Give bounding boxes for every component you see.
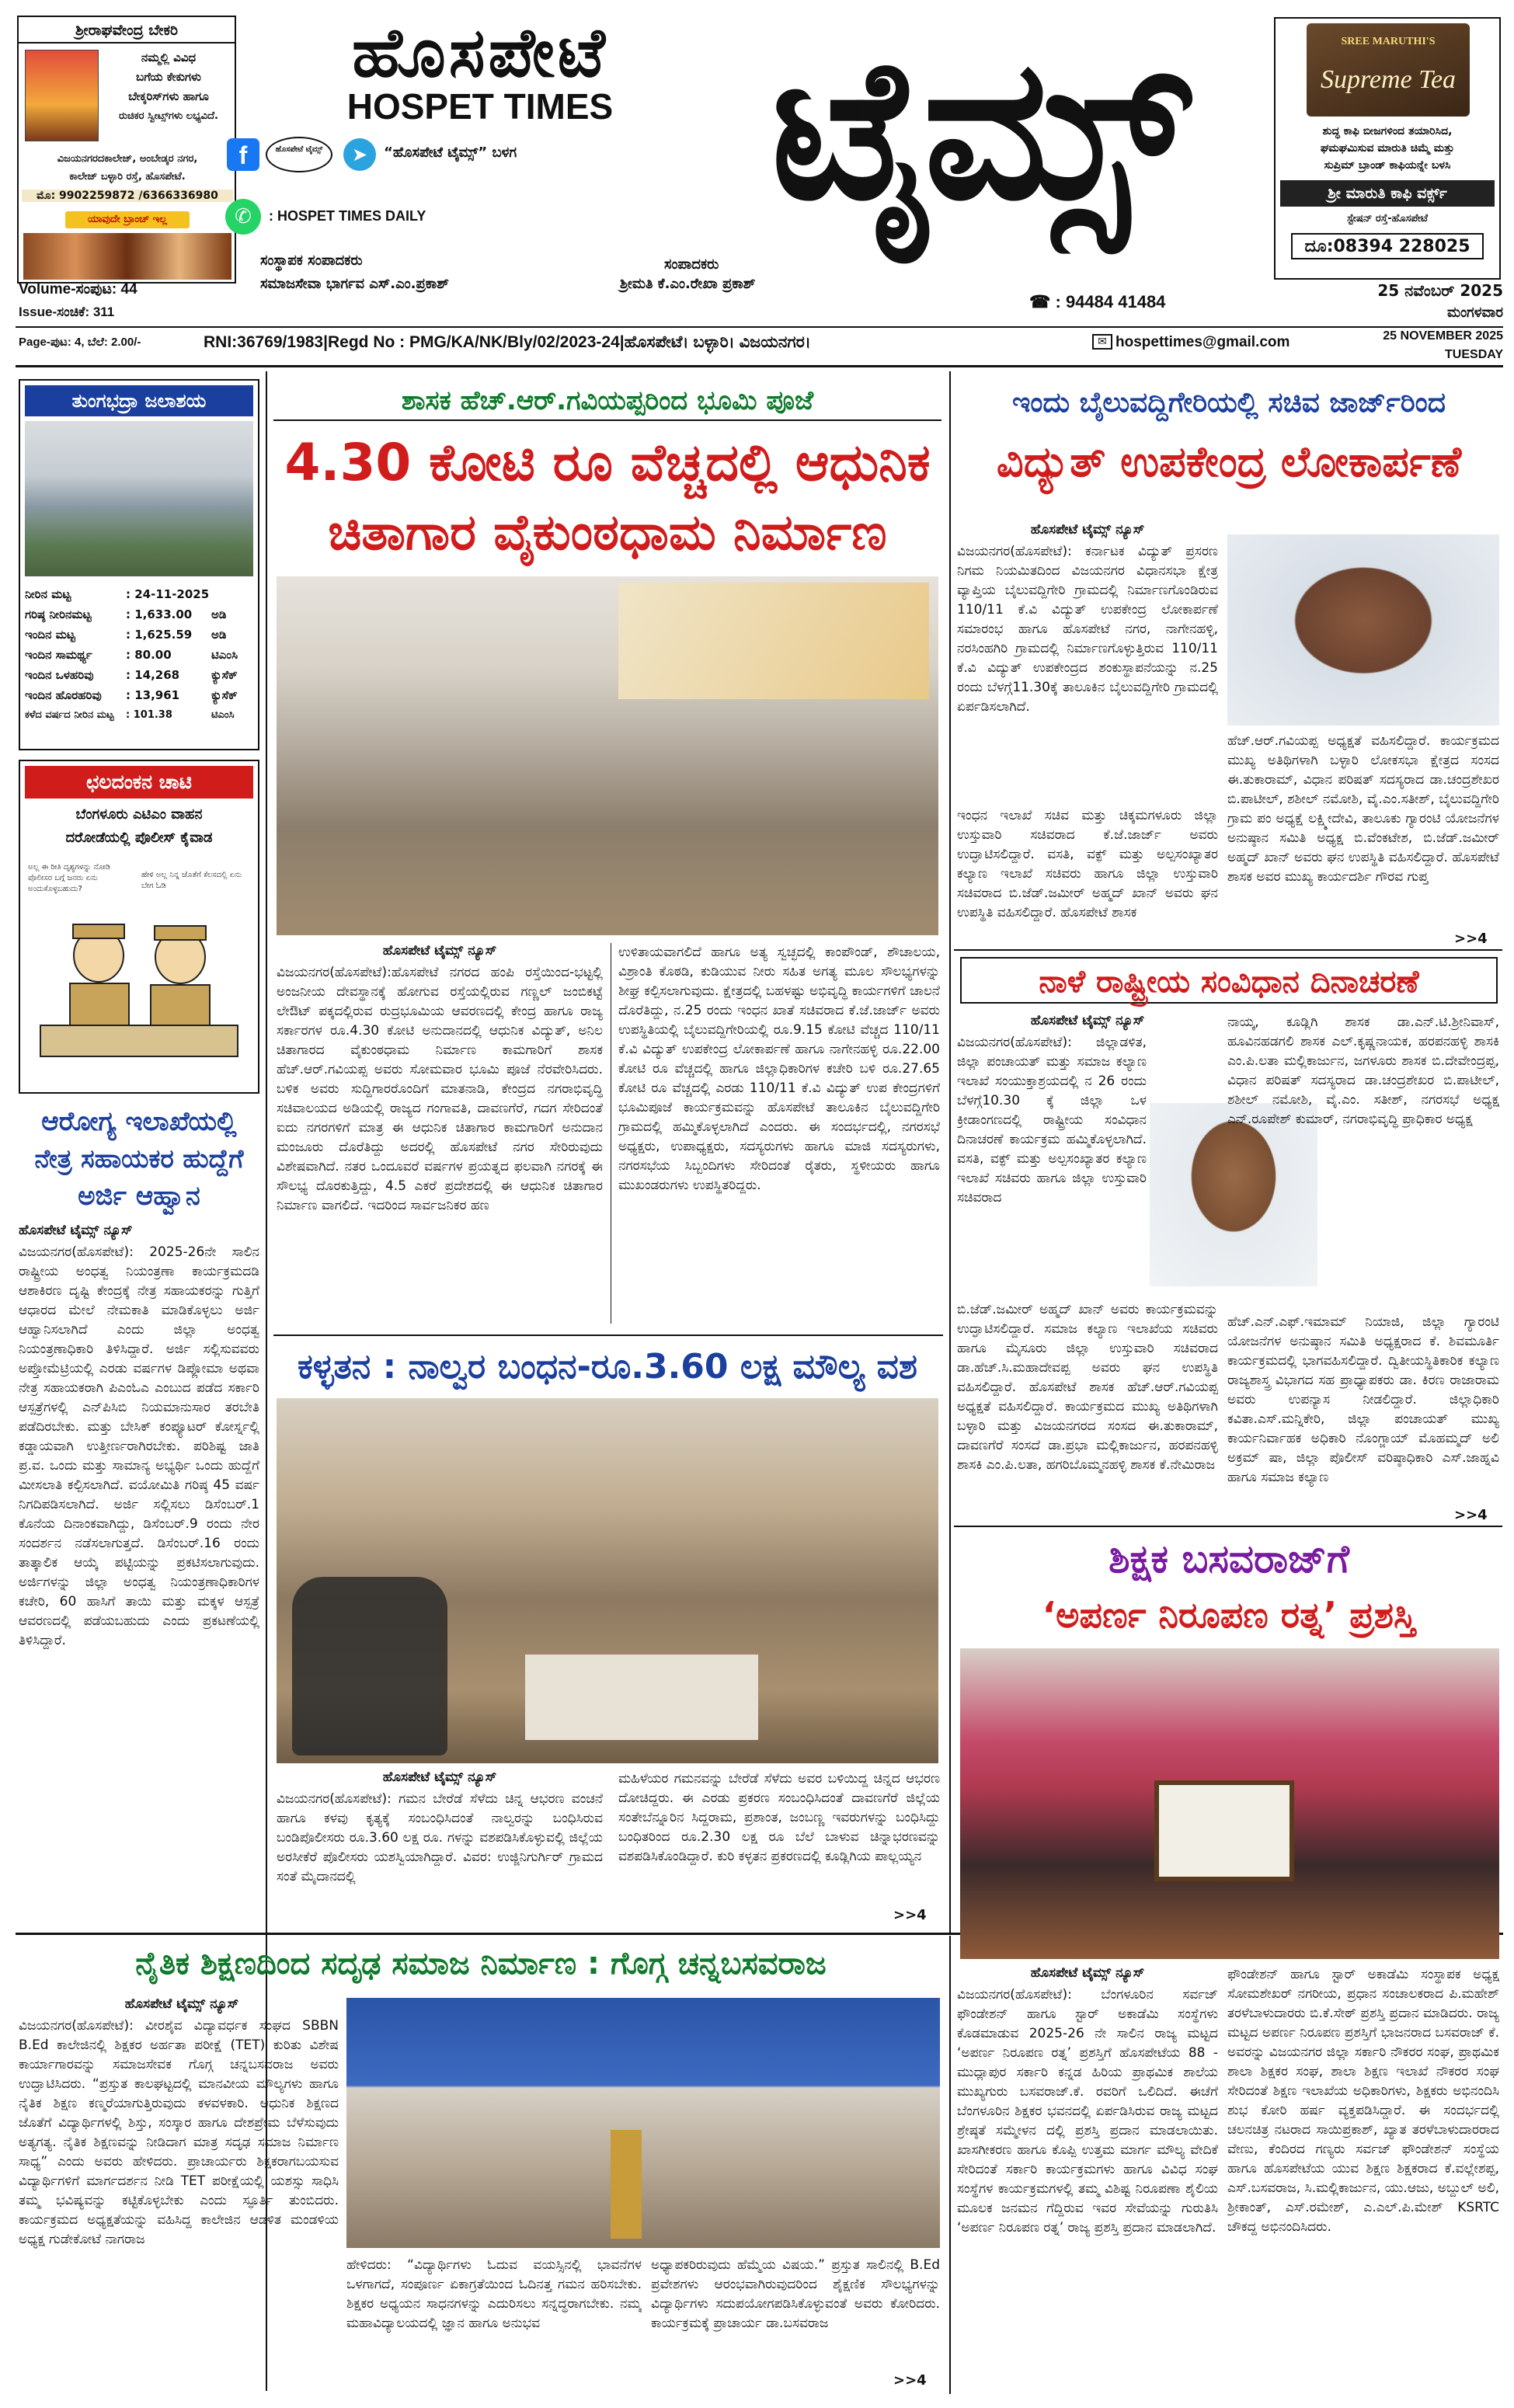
theft-headline: ಕಳ್ಳತನ : ನಾಲ್ವರ ಬಂಧನ-ರೂ.3.60 ಲಕ್ಷ ಮೌಲ್ಯ ವಶ	[298, 1347, 917, 1387]
bakery-footer: ಯಾವುದೇ ಬ್ರಾಂಚ್ ಇಲ್ಲ	[65, 211, 190, 228]
evidence-table	[525, 1655, 758, 1740]
cartoon-box	[19, 760, 259, 1094]
masthead	[0, 0, 1514, 373]
dam-row: ನೀರಿನ ಮಟ್ಟ : 24-11-2025	[25, 587, 210, 601]
email[interactable]: hospettimes@gmail.com	[1115, 334, 1290, 350]
whatsapp-icon[interactable]: ✆	[225, 199, 261, 235]
power-headline-2: ವಿದ್ಯುತ್ ಉಪಕೇಂದ್ರ ಲೋಕಾರ್ಪಣೆ	[996, 437, 1462, 486]
masthead-rule	[16, 326, 1503, 328]
ethics-body-col1: ವಿಜಯನಗರ(ಹೊಸಪೇಟೆ): ವೀರಶೈವ ವಿದ್ಯಾವರ್ಧಕ ಸಂಘದ SBBN B.Ed ಕಾಲೇಜಿನಲ್ಲಿ ಶಿಕ್ಷಕರ ಅರ್ಹತಾ ಪರೀಕ್ಷೆ (TET) ಕುರಿತು ವಿಶೇಷ ಕಾರ್ಯಾಗಾರವನ್ನು ಸಮಾಜಸೇವಕ ಗೊಗ್ಗ ಚನ್ನಬಸವರಾಜ ಅವರು ಉದ್ಘಾಟಿಸಿದರು. “ಪ್ರಸ್ತುತ ಕಾಲಘಟ್ಟದಲ್ಲಿ ಮಾನವೀಯ ಮೌಲ್ಯಗಳು ಹಾಗೂ ನೈತಿಕ ಶಿಕ್ಷಣ ಕಣ್ಮರೆಯಾಗುತ್ತಿರುವುದು ಕಳವಳಕಾರಿ. ಆಧುನಿಕ ಶಿಕ್ಷಣದ ಜೊತೆಗೆ ವಿದ್ಯಾರ್ಥಿಗಳಲ್ಲಿ ಶಿಸ್ತು, ಸಂಸ್ಕಾರ ಹಾಗೂ ದೇಶಪ್ರೇಮ ಬೆಳೆಸುವುದು ಅತ್ಯಗತ್ಯ. ನೈತಿಕ ಶಿಕ್ಷಣವನ್ನು ನೀಡಿದಾಗ ಮಾತ್ರ ಸದೃಢ ಸಮಾಜ ನಿರ್ಮಾಣ ಸಾಧ್ಯ” ಎಂದು ಅವರು ಹೇಳಿದರು. ಪ್ರಾಚಾರ್ಯರು ಶಿಕ್ಷಕರಾಗಬಯಸುವ ವಿದ್ಯಾರ್ಥಿಗಳಿಗೆ ಮಾರ್ಗದರ್ಶನ ನೀಡಿ TET ಪರೀಕ್ಷೆಯಲ್ಲಿ ಯಶಸ್ಸು ಸಾಧಿಸಿ ತಮ್ಮ ಭವಿಷ್ಯವನ್ನು ಕಟ್ಟಿಕೊಳ್ಳಬೇಕು ಎಂದು ಸ್ಫೂರ್ತಿ ತುಂಬಿದರು. ಕಾರ್ಯಕ್ರಮದ ಅಧ್ಯಕ್ಷತೆಯನ್ನು ವಹಿಸಿದ್ದ ಕಾಲೇಜಿನ ಆಡಳಿತ ಮಂಡಳಿಯ ಅಧ್ಯಕ್ಷ ಗುಡೇಕೋಟೆ ನಾಗರಾಜ	[19, 2018, 339, 2247]
teacher-headline-1: ಶಿಕ್ಷಕ ಬಸವರಾಜ್‌ಗೆ	[1109, 1536, 1349, 1582]
ethics-byline: ಹೊಸಪೇಟೆ ಟೈಮ್ಸ್ ನ್ಯೂಸ್	[124, 1996, 239, 2012]
power-body-b: ಇಂಧನ ಇಲಾಖೆ ಸಚಿವ ಮತ್ತು ಚಿಕ್ಕಮಗಳೂರು ಜಿಲ್ಲಾ ಉಸ್ತುವಾರಿ ಸಚಿವರಾದ ಕೆ.ಜೆ.ಜಾರ್ಜ್ ಅವರು ಉದ್ಘಾಟಿಸಲಿದ್ದಾರೆ. ವಸತಿ, ವಕ್ಫ್ ಮತ್ತು ಅಲ್ಪಸಂಖ್ಯಾತರ ಕಲ್ಯಾಣ ಇಲಾಖೆ ಸಚಿವರು ಹಾಗೂ ಜಿಲ್ಲಾ ಉಸ್ತುವಾರಿ ಸಚಿವರಾದ ಬಿ.ಜೆಡ್.ಜಮೀರ್ ಅಹ್ಮದ್ ಖಾನ್ ಅವರು ಘನ ಉಪಸ್ಥಿತಿ ವಹಿಸಲಿದ್ದಾರೆ. ಹೊಸಪೇಟೆ ಶಾಸಕ	[957, 808, 1218, 920]
bakery-address-2: ಕಾಲೇಜ್ ಬಳ್ಳಾರಿ ರಸ್ತೆ, ಹೊಸಪೇಟೆ.	[69, 171, 186, 183]
deity-image	[25, 50, 99, 141]
teacher-headline-2: ‘ಅಪರ್ಣ ನಿರೂಪಣ ರತ್ನ’ ಪ್ರಶಸ್ತಿ	[1042, 1594, 1416, 1636]
cartoon-headline-2: ದರೋಡೆಯಲ್ಲಿ ಪೊಲೀಸ್ ಕೈವಾಡ	[65, 830, 213, 846]
award-frame	[1154, 1780, 1294, 1881]
whatsapp-label: : HOSPET TIMES DAILY	[269, 208, 426, 224]
health-title-1: ಆರೋಗ್ಯ ಇಲಾಖೆಯಲ್ಲಿ	[41, 1106, 237, 1137]
health-article	[19, 1103, 259, 1926]
column-divider-right	[949, 371, 951, 1933]
dam-row: ಇಂದಿನ ಸಾಮರ್ಥ್ಯ : 80.00 ಟಿಎಂಸಿ	[25, 648, 238, 662]
editor-name: ಶ್ರೀಮತಿ ಕೆ.ಎಂ.ರೇಖಾ ಪ್ರಕಾಶ್	[620, 276, 756, 292]
lead-photo-banner	[618, 583, 929, 699]
dam-row: ಇಂದಿನ ಹೊರಹರಿವು : 13,961 ಕ್ಯುಸೆಕ್	[25, 688, 238, 702]
cartoon-bubble-right: ಹೇಳಿ ಅಲ್ಲ ನಿನ್ನ ಜೊತೆಗೆ ಕೆಲಸದಲ್ಲಿ ಏನು ಬೇಗ ಓಡಿ	[141, 871, 242, 890]
cartoon-figures	[25, 909, 253, 1087]
volume: Volume-ಸಂಪುಟ: 44	[19, 281, 137, 298]
power-body-a: ವಿಜಯನಗರ(ಹೊಸಪೇಟೆ): ಕರ್ನಾಟಕ ವಿದ್ಯುತ್ ಪ್ರಸರಣ ನಿಗಮ ನಿಯಮಿತದಿಂದ ವಿಜಯನಗರ ವಿಧಾನಸಭಾ ಕ್ಷೇತ್ರ ವ್ಯಾಪ್ತಿಯ ಬೈಲುವದ್ದಿಗೇರಿ ಗ್ರಾಮದಲ್ಲಿ ನಿರ್ಮಾಣಗೊಂಡಿರುವ 110/11 ಕೆ.ವಿ ವಿದ್ಯುತ್ ಉಪಕೇಂದ್ರ ಲೋಕಾರ್ಪಣೆ ಸಮಾರಂಭ ಹಾಗೂ ಹೊಸಪೇಟೆ ನಗರ, ನಾಗೇನಹಳ್ಳಿ, ನರಸಿಂಹಗಿರಿ ಗ್ರಾಮದಲ್ಲಿ ನಿರ್ಮಾಣಗೊಳ್ಳುತ್ತಿರುವ 110/11 ಕೆ.ವಿ ವಿದ್ಯುತ್ ಉಪಕೇಂದ್ರದ ಶಂಕುಸ್ಥಾಪನೆಯನ್ನು ನ.25 ರಂದು ಬೆಳಗ್ಗೆ11.30ಕ್ಕೆ ತಾಲೂಕಿನ ಬೈಲುವದ್ದಿಗೇರಿ ಗ್ರಾಮದಲ್ಲಿ ಏರ್ಪಡಿಸಲಾಗಿದೆ.	[957, 544, 1218, 715]
ethics-body-col3: ಅಧ್ಯಾಪಕರಿರುವುದು ಹೆಮ್ಮೆಯ ವಿಷಯ.” ಪ್ರಸ್ತುತ ಸಾಲಿನಲ್ಲಿ B.Ed ಪ್ರವೇಶಗಳು ಆರಂಭವಾಗಿರುವುದರಿಂದ ಶೈಕ್ಷಣಿಕ ಸೌಲಭ್ಯಗಳನ್ನು ವಿದ್ಯಾರ್ಥಿಗಳು ಸದುಪಯೋಗಪಡಿಸಿಕೊಳ್ಳುವಂತೆ ಅವರು ಕೋರಿದರು. ಕಾರ್ಯಕ್ರಮಕ್ಕೆ ಪ್ರಾಚಾರ್ಯ ಡಾ.ಬಸವರಾಜ	[651, 2257, 940, 2331]
constitution-headline: ನಾಳೆ ರಾಷ್ಟ್ರೀಯ ಸಂವಿಧಾನ ದಿನಾಚರಣೆ	[960, 957, 1498, 1004]
motorbike	[292, 1577, 447, 1756]
lead-headline-2: ಚಿತಾಗಾರ ವೈಕುಂಠಧಾಮ ನಿರ್ಮಾಣ	[328, 504, 887, 562]
masthead-title-kannada: ಹೊಸಪೇಟೆ	[352, 12, 608, 92]
masthead-bottom-rule	[16, 365, 1503, 367]
bakery-address-1: ವಿಜಯನಗರದಕಾಲೇಜ್, ಅಂಬೇಡ್ಕರ ನಗರ,	[57, 153, 198, 165]
facebook-group-label: “ಹೊಸಪೇಟೆ ಟೈಮ್ಸ್” ಬಳಗ	[384, 144, 517, 161]
tea-lines	[1280, 123, 1495, 174]
day-english: TUESDAY	[1445, 348, 1503, 361]
editor-role: ಸಂಪಾದಕರು	[664, 256, 719, 273]
health-byline: ಹೊಸಪೇಟೆ ಟೈಮ್ಸ್ ನ್ಯೂಸ್	[19, 1223, 133, 1238]
lead-headline-1: 4.30 ಕೋಟಿ ರೂ ವೆಚ್ಚದಲ್ಲಿ ಆಧುನಿಕ	[284, 433, 931, 492]
telegram-icon[interactable]: ➤	[343, 138, 376, 171]
health-title-3: ಅರ್ಜಿ ಆಹ್ವಾನ	[78, 1181, 200, 1212]
lead-kicker: ಶಾಸಕ ಹೆಚ್.ಆರ್.ಗವಿಯಪ್ಪರಿಂದ ಭೂಮಿ ಪೂಜೆ	[273, 381, 941, 421]
constitution-body-b: ಬಿ.ಜೆಡ್.ಜಮೀರ್ ಅಹ್ಮದ್ ಖಾನ್ ಅವರು ಕಾರ್ಯಕ್ರಮವನ್ನು ಉದ್ಘಾಟಿಸಲಿದ್ದಾರೆ. ಸಮಾಜ ಕಲ್ಯಾಣ ಇಲಾಖೆಯ ಸಚಿವರು ಹಾಗೂ ಮೈಸೂರು ಜಿಲ್ಲಾ ಉಸ್ತುವಾರಿ ಸಚಿವರಾದ ಡಾ.ಹೆಚ್.ಸಿ.ಮಹಾದೇವಪ್ಪ ಅವರು ಘನ ಉಪಸ್ಥಿತಿ ವಹಿಸಲಿದ್ದಾರೆ. ಹೊಸಪೇಟೆ ಶಾಸಕ ಹೆಚ್.ಆರ್.ಗವಿಯಪ್ಪ ಅಧ್ಯಕ್ಷತೆ ವಹಿಸಲಿದ್ದಾರೆ. ಕಾರ್ಯಕ್ರಮದ ಮುಖ್ಯ ಅತಿಥಿಗಳಾಗಿ ಬಳ್ಳಾರಿ ಮತ್ತು ವಿಜಯನಗರದ ಸಂಸದ ಈ.ತುಕಾರಾಮ್, ದಾವಣಗೆರೆ ಸಂಸದೆ ಡಾ.ಪ್ರಭಾ ಮಲ್ಲಿಕಾರ್ಜುನ, ಹರಪನಹಳ್ಳಿ ಶಾಸಕಿ ಎಂ.ಪಿ.ಲತಾ, ಹಗರಿಬೊಮ್ಮನಹಳ್ಳಿ ಶಾಸಕ ಕೆ.ನೇಮಿರಾಜ	[957, 1302, 1218, 1473]
day-kannada: ಮಂಗಳವಾರ	[1446, 304, 1503, 321]
dam-table	[25, 584, 255, 726]
cartoon-headline-1: ಬೆಂಗಳೂರು ಎಟಿಎಂ ವಾಹನ	[75, 806, 203, 823]
cartoon-title: ಛಲದಂಕನ ಚಾಟಿ	[25, 766, 253, 799]
minister-photo	[1227, 534, 1499, 726]
teacher-body-col1: ವಿಜಯನಗರ(ಹೊಸಪೇಟೆ): ಬೆಂಗಳೂರಿನ ಸರ್ವಜ್ ಫೌಂಡೇಶನ್ ಹಾಗೂ ಸ್ಟಾರ್ ಅಕಾಡೆಮಿ ಸಂಸ್ಥೆಗಳು ಕೊಡಮಾಡುವ 2025-26 ನೇ ಸಾಲಿನ ರಾಜ್ಯ ಮಟ್ಟದ ‘ಅಪರ್ಣ ನಿರೂಪಣ ರತ್ನ’ ಪ್ರಶಸ್ತಿಗೆ ಹೊಸಪೇಟೆಯ 88 - ಮುದ್ಲಾಪುರ ಸರ್ಕಾರಿ ಕನ್ನಡ ಹಿರಿಯ ಪ್ರಾಥಮಿಕ ಶಾಲೆಯ ಮುಖ್ಯಗುರು ಬಸವರಾಜ್.ಕೆ. ರವರಿಗೆ ಒಲಿದಿದೆ. ಈಚೆಗೆ ಬೆಂಗಳೂರಿನ ಶಿಕ್ಷಕರ ಭವನದಲ್ಲಿ ಏರ್ಪಡಿಸಿರುವ ರಾಜ್ಯ ಮಟ್ಟದ ಶ್ರೇಷ್ಠತೆ ಸಮ್ಮೇಳನ ದಲ್ಲಿ ಪ್ರಶಸ್ತಿ ಪ್ರದಾನ ಮಾಡಲಾಯಿತು. ಖಾಸಗೀಕರಣ ಹಾಗೂ ಕೊಪ್ಪಿ ಉತ್ತಮ ಮಾರ್ಗ ಮೌಲ್ಯ ವೇದಿಕೆ ಸೇರಿದಂತೆ ಸರ್ಕಾರಿ ಕಾರ್ಯಕ್ರಮಗಳು ಹಾಗೂ ವಿವಿಧ ಸಂಘ ಸಂಸ್ಥೆಗಳ ಕಾರ್ಯಕ್ರಮಗಳಲ್ಲಿ ತಮ್ಮ ವಿಶಿಷ್ಟ ನಿರೂಪಣಾ ಶೈಲಿಯ ಮೂಲಕ ಜನಮನ ಗೆದ್ದಿರುವ ಇವರ ಸೇವೆಯನ್ನು ಗುರುತಿಸಿ ‘ಅಪರ್ಣ ನಿರೂಪಣ ರತ್ನ’ ರಾಜ್ಯ ಪ್ರಶಸ್ತಿ ಪ್ರದಾನ ಮಾಡಲಾಗಿದೆ.	[957, 1987, 1218, 2236]
tea-line: ಶುದ್ಧ ಕಾಫಿ ಬೀಜಗಳಿಂದ ತಯಾರಿಸಿದ,	[1322, 125, 1453, 137]
tea-phone: ದೂ:08394 228025	[1291, 233, 1484, 259]
mail-icon: ✉	[1092, 334, 1112, 350]
bakery-line: ಬೇಕ್ಕರಿಸ್‌ಗಳು ಹಾಗೂ	[128, 89, 209, 103]
bakery-ad-lines	[104, 48, 233, 149]
power-bottom-rule	[954, 949, 1502, 951]
constitution-byline: ಹೊಸಪೇಟೆ ಟೈಮ್ಸ್ ನ್ಯೂಸ್	[1030, 1013, 1145, 1028]
bakery-ad-title: ಶ್ರೀರಾಘವೇಂದ್ರ ಬೇಕರಿ	[19, 17, 235, 43]
dam-title: ತುಂಗಭದ್ರಾ ಜಲಾಶಯ	[25, 385, 253, 416]
bakery-line: ಬಗೆಯ ಕೇಕುಗಳು	[136, 70, 201, 84]
masthead-title-english: HOSPET TIMES	[346, 86, 614, 127]
page-price: Page-ಪುಟ: 4, ಬೆಲೆ: 2.00/-	[19, 336, 141, 349]
dam-row: ಗರಿಷ್ಠ ನೀರಿನಮಟ್ಟ : 1,633.00 ಅಡಿ	[25, 607, 227, 621]
facebook-icon[interactable]: f	[227, 138, 259, 171]
constitution-body-a: ವಿಜಯನಗರ(ಹೊಸಪೇಟೆ): ಜಿಲ್ಲಾಡಳಿತ, ಜಿಲ್ಲಾ ಪಂಚಾಯತ್ ಮತ್ತು ಸಮಾಜ ಕಲ್ಯಾಣ ಇಲಾಖೆ ಸಂಯುಕ್ತಾಶ್ರಯದಲ್ಲಿ ನ 26 ರಂದು ಬೆಳಗ್ಗೆ10.30 ಕ್ಕೆ ಜಿಲ್ಲಾ ಒಳ ಕ್ರೀಡಾಂಗಣದಲ್ಲಿ ರಾಷ್ಟ್ರೀಯ ಸಂವಿಧಾನ ದಿನಾಚರಣೆ ಕಾರ್ಯಕ್ರಮ ಹಮ್ಮಿಕೊಳ್ಳಲಾಗಿದೆ. ವಸತಿ, ವಕ್ಫ್ ಮತ್ತು ಅಲ್ಪಸಂಖ್ಯಾತರ ಕಲ್ಯಾಣ ಇಲಾಖೆ ಸಚಿವರು ಹಾಗೂ ಜಿಲ್ಲಾ ಉಸ್ತುವಾರಿ ಸಚಿವರಾದ	[957, 1035, 1147, 1206]
constitution-body-d: ಹೆಚ್.ಎನ್.ಎಫ್.ಇಮಾಮ್ ನಿಯಾಜಿ, ಜಿಲ್ಲಾ ಗ್ಯಾರಂಟಿ ಯೋಜನೆಗಳ ಅನುಷ್ಠಾನ ಸಮಿತಿ ಅಧ್ಯಕ್ಷರಾದ ಕೆ. ಶಿವಮೂರ್ತಿ ಕಾರ್ಯಕ್ರಮದಲ್ಲಿ ಭಾಗವಹಿಸಲಿದ್ದಾರೆ. ದ್ವಿತೀಯಸ್ಥಿತಿಕಾರಿಕ ಕಲ್ಯಾಣ ರಾಜ್ಯಶಾಸ್ತ್ರ ವಿಭಾಗದ ಸಹ ಪ್ರಾಧ್ಯಾಪಕರು ಡಾ. ಕಿರಣ ರಾಜಾರಾಮ ಅವರು ಉಪನ್ಯಾಸ ನೀಡಲಿದ್ದಾರೆ. ಜಿಲ್ಲಾಧಿಕಾರಿ ಕವಿತಾ.ಎಸ್.ಮನ್ನಿಕೇರಿ, ಜಿಲ್ಲಾ ಪಂಚಾಯತ್ ಮುಖ್ಯ ಕಾರ್ಯನಿರ್ವಾಹಕ ಅಧಿಕಾರಿ ನೊಂಗ್ಜಾಯ್ ಮೊಹಮ್ಮದ್ ಅಲಿ ಅಕ್ರಮ್ ಷಾ, ಜಿಲ್ಲಾ ಪೊಲೀಸ್ ವರಿಷ್ಠಾಧಿಕಾರಿ ಎಸ್.ಜಾಹ್ನವಿ ಹಾಗೂ ಸಮಾಜ ಕಲ್ಯಾಣ	[1227, 1314, 1499, 1485]
lead-body-col2: ಉಳಿತಾಯವಾಗಲಿದೆ ಹಾಗೂ ಅತ್ಯ ಸ್ವಚ್ಛದಲ್ಲಿ ಕಾಂಪೌಂಡ್, ಶೌಚಾಲಯ, ವಿಶ್ರಾಂತಿ ಕೊಠಡಿ, ಕುಡಿಯುವ ನೀರು ಸಹಿತ ಅಗತ್ಯ ಮೂಲ ಸೌಲಭ್ಯಗಳನ್ನು ಶೀಘ್ರ ಕಲ್ಪಿಸಲಾಗುವುದು. ಕ್ಷೇತ್ರದಲ್ಲಿ ಬಹಳಷ್ಟು ಅಭಿವೃದ್ಧಿ ಕಾರ್ಯಗಳಿಗೆ ಚಾಲನೆ ದೊರೆತಿದ್ದು, ನ.25 ರಂದು ಇಂಧನ ಖಾತೆ ಸಚಿವರಾದ ಕೆ.ಜೆ.ಜಾರ್ಜ್ ಅವರು ಉಪಸ್ಥಿತಿಯಲ್ಲಿ ಬೈಲುವದ್ದಿಗೇರಿಯಲ್ಲಿ ರೂ.9.15 ಕೋಟಿ ವೆಚ್ಚದ 110/11 ಕೆ.ವಿ ವಿದ್ಯುತ್ ಉಪಕೇಂದ್ರ ಲೋಕಾರ್ಪಣೆ ಹಾಗೂ ನಾಗೇನಹಳ್ಳಿ ರೂ.22.00 ಕೋಟಿ ರೂ ವೆಚ್ಚದಲ್ಲಿ ಹಾಗೂ ಜಿಲ್ಲಾಧಿಕಾರಿಗಳ ಕಚೇರಿ ಬಳಿ ರೂ.27.65 ಕೋಟಿ ರೂ ವೆಚ್ಚದಲ್ಲಿ ಎರಡು 110/11 ಕೆ.ವಿ ವಿದ್ಯುತ್ ಉಪ ಕೇಂದ್ರಗಳಿಗೆ ಭೂಮಿಪೂಜೆ ಕಾರ್ಯಕ್ರಮವನ್ನು ಹೊಸಪೇಟೆ ತಾಲೂಕಿನ ಬೈಲುವದ್ದಿಗೇರಿ ಗ್ರಾಮದಲ್ಲಿ ಹಮ್ಮಿಕೊಳ್ಳಲಾಗಿದೆ ಎಂದರು. ಈ ಸಂದರ್ಭದಲ್ಲಿ, ನಗರಸಭೆ ಅಧ್ಯಕ್ಷರು, ಉಪಾಧ್ಯಕ್ಷರು, ಸದಸ್ಯರುಗಳು ಹಾಗೂ ಮಾಜಿ ಸದಸ್ಯರುಗಳು, ನಗರಸಭೆಯ ಸಿಬ್ಬಂದಿಗಳು ಸೇರಿದಂತೆ ರೈತರು, ಸ್ಥಳೀಯರು ಹಾಗೂ ಮುಖಂಡರುಗಳು ಉಪಸ್ಥಿತರಿದ್ದರು.	[618, 945, 940, 1193]
phone-number: ☎ : 94484 41484	[1029, 292, 1166, 311]
power-body-c: ಹೆಚ್.ಆರ್.ಗವಿಯಪ್ಪ ಅಧ್ಯಕ್ಷತೆ ವಹಿಸಲಿದ್ದಾರೆ. ಕಾರ್ಯಕ್ರಮದ ಮುಖ್ಯ ಅತಿಥಿಗಳಾಗಿ ಬಳ್ಳಾರಿ ಲೋಕಸಭಾ ಕ್ಷೇತ್ರದ ಸಂಸದ ಈ.ತುಕಾರಾಮ್, ವಿಧಾನ ಪರಿಷತ್ ಸದಸ್ಯರಾದ ಡಾ.ಚಂದ್ರಶೇಖರ ಬಿ.ಪಾಟೀಲ್, ಶಶೀಲ್ ನಮೋಶಿ, ವೈ.ಎಂ.ಸತೀಶ್, ಬೈಲುವದ್ದಿಗೇರಿ ಗ್ರಾಮ ಪಂ ಅಧ್ಯಕ್ಷೆ ಲಕ್ಷ್ಮೀದೇವಿ, ತಾಲೂಕು ಗ್ಯಾರಂಟಿ ಯೋಜನೆಗಳ ಅನುಷ್ಠಾನ ಸಮಿತಿ ಅಧ್ಯಕ್ಷ ಬಿ.ವೆಂಕಟೇಶ, ಬಿ.ಜೆಡ್.ಜಮೀರ್ ಅಹ್ಮದ್ ಖಾನ್ ಅವರು ಘನ ಉಪಸ್ಥಿತಿ ವಹಿಸಲಿದ್ದಾರೆ. ಹೊಸಪೇಟೆ ಶಾಸಕ ಅವರ ಮುಖ್ಯ ಕಾರ್ಯದರ್ಶಿ ಗೌರವ ಗುಪ್ತ	[1227, 733, 1499, 885]
tea-line: ಸುಪ್ರಿಮ್ ಬ್ರಾಂಡ್ ಕಾಫಿಯನ್ನೇ ಬಳಸಿ	[1324, 159, 1451, 172]
dam-row: ಕಳೆದ ವರ್ಷದ ನೀರಿನ ಮಟ್ಟ : 101.38 ಟಿಎಂಸಿ	[25, 709, 235, 721]
teacher-body-col2: ಫೌಂಡೇಶನ್ ಹಾಗೂ ಸ್ಟಾರ್ ಅಕಾಡೆಮಿ ಸಂಸ್ಥಾಪಕ ಅಧ್ಯಕ್ಷ ಸೋಮಶೇಖರ್ ನಗರೀಯ, ಪ್ರಧಾನ ಸಂಚಾಲಕರಾದ ಪಿ.ಮಹೇಶ್ ತರಳೆಬಾಳುದಾರರು ಬಿ.ಕೆ.ಸೇಠ್ ಪ್ರಶಸ್ತಿ ಪ್ರದಾನ ಮಾಡಿದರು. ರಾಜ್ಯ ಮಟ್ಟದ ಅಪರ್ಣ ನಿರೂಪಣ ಪ್ರಶಸ್ತಿಗೆ ಭಾಜನರಾದ ಬಸವರಾಜ್ ಕೆ. ಅವರನ್ನು ವಿಜಯನಗರ ಜಿಲ್ಲಾ ಸರ್ಕಾರಿ ನೌಕರರ ಸಂಘ, ಪ್ರಾಥಮಿಕ ಶಾಲಾ ಶಿಕ್ಷಕರ ಸಂಘ, ಶಾಲಾ ಶಿಕ್ಷಣ ಇಲಾಖೆ ನೌಕರರ ಸಂಘ ಸೇರಿದಂತೆ ಶಿಕ್ಷಣ ಇಲಾಖೆಯ ಅಧಿಕಾರಿಗಳು, ಶಿಕ್ಷಕರು ಅಭಿನಂದಿಸಿ ಶುಭ ಕೋರಿ ಹರ್ಷ ವ್ಯಕ್ತಪಡಿಸಿದ್ದಾರೆ. ಈ ಸಂದರ್ಭದಲ್ಲಿ ಚಲನಚಿತ್ರ ನಟರಾದ ಸಾಯಿಪ್ರಕಾಶ್, ಖ್ಯಾತ ತರಳೆಬಾಳುದಾರರಾದ ವೇಣು, ಕೆಂದಿರದ ಗಣ್ಯರು ಸರ್ವಜ್ ಫೌಂಡೇಶನ್ ಸಂಸ್ಥೆಯ ಹಾಗೂ ಹೊಸಪೇಟೆಯ ಯುವ ಶಿಕ್ಷಣ ಶಿಕ್ಷಕರಾದ ಕೆ.ವಲ್ಲೇಶಪ್ಪ, ಎಸ್.ಬಸವರಾಜ, ಸಿ.ಮಲ್ಲಿಕಾರ್ಜುನ, ಯು.ಆಜು, ಅಬ್ದುಲ್ ಅಲಿ, ಶ್ರೀಕಾಂತ್, ಎಸ್.ರಮೇಶ್, ಎ.ಎಲ್.ಪಿ.ಮೇಶ್ KSRTC ಚೌಕದ್ದ ಅಭಿನಂದಿಸಿದರು.	[1227, 1967, 1499, 2235]
lead-photo	[277, 576, 938, 935]
teacher-divider	[949, 1936, 951, 2394]
date-english: 25 NOVEMBER 2025	[1383, 329, 1503, 343]
theft-byline: ಹೊಸಪೇಟೆ ಟೈಮ್ಸ್ ನ್ಯೂಸ್	[382, 1769, 497, 1785]
health-title-2: ನೇತ್ರ ಸಹಾಯಕರ ಹುದ್ದೆಗೆ	[34, 1143, 244, 1174]
dam-row: ಇಂದಿನ ಒಳಹರಿವು : 14,268 ಕ್ಯುಸೆಕ್	[25, 668, 238, 682]
cakes-image	[23, 233, 231, 280]
constitution-continued: >>4	[1454, 1507, 1488, 1523]
bakery-line: ರುಚಿಕರ ಸ್ವೀಟ್ಸ್‌ಗಳು ಲಭ್ಯವಿದೆ.	[118, 110, 218, 122]
lamp	[611, 2130, 642, 2239]
theft-photo	[277, 1398, 938, 1763]
power-headline-1: ಇಂದು ಬೈಲುವದ್ದಿಗೇರಿಯಲ್ಲಿ ಸಚಿವ ಜಾರ್ಜ್‌ರಿಂದ	[1012, 387, 1446, 419]
tea-company: ಶ್ರೀ ಮಾರುತಿ ಕಾಫಿ ವರ್ಕ್ಸ್	[1280, 180, 1495, 207]
tea-line: ಘಮಘಮಿಸುವ ಮಾರುತಿ ಚಿಮ್ಮೆ ಮತ್ತು	[1320, 142, 1455, 155]
teacher-byline: ಹೊಸಪೇಟೆ ಟೈಮ್ಸ್ ನ್ಯೂಸ್	[1030, 1965, 1145, 1981]
page-badge: ಹೊಸಪೇಟೆ ಟೈಮ್ಸ್	[266, 137, 332, 172]
lead-body-col1: ವಿಜಯನಗರ(ಹೊಸಪೇಟೆ):ಹೊಸಪೇಟೆ ನಗರದ ಹಂಪಿ ರಸ್ತೆಯಿಂದ-ಭಟ್ಟಲ್ಲಿ ಅಂಜನೀಯ ದೇವಸ್ಥಾನಕ್ಕೆ ಹೋಗುವ ರಸ್ತೆಯಲ್ಲಿರುವ ಗಣ್ಣಲ್ ಜಂಬಿಕಟ್ಟೆ ಲೇಔಟ್ ಪಕ್ಕದಲ್ಲಿರುವ ರುದ್ರಭೂಮಿಯ ಆವರಣದಲ್ಲಿ ಕೇಂದ್ರ ಹಾಗೂ ರಾಜ್ಯ ಸರ್ಕಾರಗಳ ರೂ.4.30 ಕೋಟಿ ಅನುದಾನದಲ್ಲಿ ಆಧುನಿಕ ವಿದ್ಯುತ್, ಅನಿಲ ಚಿತಾಗಾರದ ವೈಕುಂಠಧಾಮ ನಿರ್ಮಾಣ ಕಾಮಗಾರಿಗೆ ಶಾಸಕ ಹೆಚ್.ಆರ್.ಗವಿಯಪ್ಪ ಅವರು ಸೋಮವಾರ ಭೂಮಿ ಪೂಜೆ ನೆರವೇರಿಸಿದರು. ಬಳಿಕ ಅವರು ಸುದ್ದಿಗಾರರೊಂದಿಗೆ ಮಾತನಾಡಿ, ಕೇಂದ್ರದ ನಗರಾಭಿವೃದ್ಧಿ ಸಚಿವಾಲಯದ ಅಡಿಯಲ್ಲಿ ರಾಜ್ಯದ ಗಂಗಾವತಿ, ದಾವಣಗೆರೆ, ಗದಗ ಸೇರಿದಂತೆ ಐದು ನಗರಗಳಿಗೆ ಮಾತ್ರ ಈ ಆಧುನಿಕ ಚಿತಾಗಾರ ಕಾಮಗಾರಿಗೆ ಅನುದಾನ ಮಂಜೂರು ದೊರೆತಿದ್ದು ಅದರಲ್ಲಿ ಹೊಸಪೇಟೆ ನಗರ ಸೇರಿರುವುದು ವಿಶೇಷವಾಗಿದೆ. ನತರ ಒಂದೂವರೆ ವರ್ಷಗಳ ಪ್ರಯತ್ನದ ಫಲವಾಗಿ ನಗರಕ್ಕೆ ಈ ಸೌಲಭ್ಯ ದೊರಕುತ್ತಿದ್ದು, 4.5 ಎಕರೆ ಪ್ರದೇಶದಲ್ಲಿ ಈ ಆಧುನಿಕ ಚಿತಾಗಾರ ನಿರ್ಮಾಣ ವಾಗಲಿದೆ. ಇದರಿಂದ ಸಾರ್ವಜನಿಕರ ಹಣ	[277, 965, 603, 1213]
registration: RNI:36769/1983|Regd No : PMG/KA/NK/Bly/02/2023-24|ಹೊಸಪೇಟೆ। ಬಳ್ಳಾರಿ। ವಿಜಯನಗರ।	[204, 333, 811, 351]
theft-continued: >>4	[893, 1907, 927, 1923]
bakery-line: ನಮ್ಮಲ್ಲಿ ವಿವಿಧ	[141, 50, 197, 64]
lead-bottom-rule	[273, 1334, 943, 1336]
lead-byline: ಹೊಸಪೇಟೆ ಟೈಮ್ಸ್ ನ್ಯೂಸ್	[382, 943, 497, 959]
tea-ad	[1274, 17, 1501, 280]
bakery-mobile: ಮೊ: 9902259872 /6366336980	[22, 190, 233, 202]
tea-name: Supreme Tea	[1320, 65, 1457, 94]
power-byline: ಹೊಸಪೇಟೆ ಟೈಮ್ಸ್ ನ್ಯೂಸ್	[1030, 522, 1145, 538]
cartoon-drawing	[25, 858, 253, 1089]
health-body: ವಿಜಯನಗರ(ಹೊಸಪೇಟೆ): 2025-26ನೇ ಸಾಲಿನ ರಾಷ್ಟ್ರೀಯ ಅಂಧತ್ವ ನಿಯಂತ್ರಣಾ ಕಾರ್ಯಕ್ರಮದಡಿ ಆಶಾಕಿರಣ ದೃಷ್ಟಿ ಕೇಂದ್ರಕ್ಕೆ ನೇತ್ರ ಸಹಾಯಕರನ್ನು ಗುತ್ತಿಗೆ ಆಧಾರದ ಮೇಲೆ ನೇಮಕಾತಿ ಮಾಡಿಕೊಳ್ಳಲು ಅರ್ಜಿ ಆಹ್ವಾನಿಸಲಾಗಿದೆ ಎಂದು ಜಿಲ್ಲಾ ಅಂಧತ್ವ ನಿಯಂತ್ರಣಾಧಿಕಾರಿ ತಿಳಿಸಿದ್ದಾರೆ. ಅರ್ಜಿ ಸಲ್ಲಿಸುವವರು ಅಪ್ತೋಮೆಟ್ರಿಯಲ್ಲಿ ಎರಡು ವರ್ಷಗಳ ಡಿಪ್ಲೋಮಾ ಅಥವಾ ನೇತ್ರ ಸಹಾಯಕರಾಗಿ ಪಿಎಂಓಎ ಎಂಬುದ ಪಡೆದ ಸರ್ಕಾರಿ ಆಸ್ಪತ್ರೆಗಳಲ್ಲಿ ಎನ್‌ಪಿಸಿಬಿ ನಿಯಮಾನುಸಾರ ತರಬೇತಿ ಪಡೆದಿರಬೇಕು. ಮತ್ತು ಬೇಸಿಕ್ ಕಂಪ್ಯೂಟರ್ ಕೋರ್ಸ್ನಲ್ಲಿ ಕಡ್ಡಾಯವಾಗಿ ಉತ್ತೀರ್ಣರಾಗಿರಬೇಕು. ಪರಿಶಿಷ್ಟ ಜಾತಿ ಪ್ರ.ವ. ಒಂದು ಮತ್ತು ಸಾಮಾನ್ಯ ಅಭ್ಯರ್ಥಿ ಒಂದು ಹುದ್ದೆಗೆ ಮೀಸಲಾತಿ ಕಲ್ಪಿಸಲಾಗಿದೆ. ವಯೋಮಿತಿ ಗರಿಷ್ಠ 45 ವರ್ಷ ನಿಗದಿಪಡಿಸಲಾಗಿದೆ. ಅರ್ಜಿ ಸಲ್ಲಿಸಲು ಡಿಸೆಂಬರ್.1 ಕೊನೆಯ ದಿನಾಂಕವಾಗಿದ್ದು, ಡಿಸೆಂಬರ್.9 ರಂದು ನೇರ ಸಂದರ್ಶನ ನಡೆಸಲಾಗುತ್ತದೆ. ಡಿಸೆಂಬರ್.16 ರಂದು ತಾತ್ಕಾಲಿಕ ಆಯ್ಕೆ ಪಟ್ಟಿಯನ್ನು ಪ್ರಕಟಿಸಲಾಗುವುದು. ಅರ್ಜಿಗಳನ್ನು ಜಿಲ್ಲಾ ಅಂಧತ್ವ ನಿಯಂತ್ರಣಾಧಿಕಾರಿಗಳ ಕಚೇರಿ, 60 ಹಾಸಿಗೆ ತಾಯಿ ಮತ್ತು ಮಕ್ಕಳ ಆಸ್ಪತ್ರೆ ಆವರಣದಲ್ಲಿ ಪಡೆಯಬಹುದು ಎಂದು ಪ್ರಕಟಣೆಯಲ್ಲಿ ತಿಳಿಸಿದ್ದಾರೆ.	[19, 1244, 259, 1648]
ethics-headline: ನೈತಿಕ ಶಿಕ್ಷಣದಿಂದ ಸದೃಢ ಸಮಾಜ ನಿರ್ಮಾಣ : ಗೊಗ್ಗ ಚನ್ನಬಸವರಾಜ	[135, 1946, 827, 1982]
theft-body-col2: ಮಹಿಳೆಯರ ಗಮನವನ್ನು ಬೇರೆಡೆ ಸೆಳೆದು ಅವರ ಬಳಿಯಿದ್ದ ಚಿನ್ನದ ಆಭರಣ ದೋಚಿದ್ದರು. ಈ ಎರಡು ಪ್ರಕರಣ ಸಂಬಂಧಿಸಿದಂತೆ ದಾವಣಗೆರೆ ಜಿಲ್ಲೆಯ ಸಂತೇಬೆನ್ನೂರಿನ ಸಿದ್ದರಾಮ, ಪ್ರಶಾಂತ, ಜಂಬಣ್ಣ ಇವರುಗಳನ್ನು ಬಂಧಿಸಿದ್ದು ಬಂಧಿತರಿಂದ ರೂ.2.30 ಲಕ್ಷ ರೂ ಬೆಲೆ ಬಾಳುವ ಚಿನ್ನಾಭರಣವನ್ನು ವಶಪಡಿಸಿಕೊಂಡಿದ್ದಾರೆ. ಕುರಿ ಕಳ್ಳತನ ಪ್ರಕರಣದಲ್ಲಿ ಕೂಡ್ಲಿಗಿಯ ಪಾಲ್ಲಯ್ಯನ	[618, 1771, 940, 1864]
cartoon-bubble-left: ಅಲ್ಲ ಈ ರೀತಿ ದೃಶ್ಯಗಳನ್ನು ನೋಡಿ ಪೊಲೀಸರ ಬಗ್ಗೆ ಜನರು ಏನು ಅಂದುಕೊಳ್ಳಬಹುದು?	[28, 863, 111, 893]
issue: Issue-ಸಂಚಿಕೆ: 311	[19, 304, 115, 319]
ethics-body-col2: ಹೇಳಿದರು: “ವಿದ್ಯಾರ್ಥಿಗಳು ಓದುವ ವಯಸ್ಸಿನಲ್ಲಿ ಭಾವನೆಗಳ ಒಳಗಾಗದೆ, ಸಂಪೂರ್ಣ ಏಕಾಗ್ರತೆಯಿಂದ ಓದಿನತ್ತ ಗಮನ ಹರಿಸಬೇಕು. ಶಿಕ್ಷಕರ ಅಧ್ಯಯನ ಸಾಧನಗಳನ್ನು ಎದುರಿಸಲು ಸನ್ನದ್ಧರಾಗಬೇಕು. ನಮ್ಮ ಮಹಾವಿದ್ಯಾಲಯದಲ್ಲಿ ಜ್ಞಾನ ಹಾಗೂ ಅನುಭವ	[346, 2257, 642, 2331]
tea-brand: SREE MARUTHI'S	[1341, 36, 1436, 47]
bakery-ad	[17, 16, 236, 284]
tea-address: ಸ್ಟೇಷನ್ ರಸ್ತೆ-ಹೊಸಪೇಟೆ	[1346, 213, 1429, 224]
dam-photo	[25, 421, 253, 576]
constitution-body-c: ನಾಯ್ಕ, ಕೂಡ್ಲಿಗಿ ಶಾಸಕ ಡಾ.ಎನ್.ಟಿ.ಶ್ರೀನಿವಾಸ್, ಹೂವಿನಹಡಗಲಿ ಶಾಸಕ ಎಲ್.ಕೃಷ್ಣನಾಯಕ, ಹರಪನಹಳ್ಳಿ ಶಾಸಕಿ ಎಂ.ಪಿ.ಲತಾ ಮಲ್ಲಿಕಾರ್ಜುನ, ಜಗಳೂರು ಶಾಸಕ ಬಿ.ದೇವೇಂದ್ರಪ್ಪ, ವಿಧಾನ ಪರಿಷತ್ ಸದಸ್ಯರಾದ ಡಾ.ಚಂದ್ರಶೇಖರ ಬಿ.ಪಾಟೀಲ್, ಶಶೀಲ್ ನಮೋಶಿ, ವೈ.ಎಂ. ಸತೀಶ್, ನಗರಸಭೆ ಅಧ್ಯಕ್ಷ ಎನ್.ರೂಪೇಶ್ ಕುಮಾರ್, ನಗರಾಭಿವೃದ್ಧಿ ಪ್ರಾಧಿಕಾರ ಅಧ್ಯಕ್ಷ	[1227, 1014, 1499, 1127]
founder-role: ಸಂಸ್ಥಾಪಕ ಸಂಪಾದಕರು	[260, 252, 363, 269]
theft-body-col1: ವಿಜಯನಗರ(ಹೊಸಪೇಟೆ): ಗಮನ ಬೇರೆಡೆ ಸೆಳೆದು ಚಿನ್ನ ಆಭರಣ ವಂಚನೆ ಹಾಗೂ ಕಳವು ಕೃತ್ಯಕ್ಕೆ ಸಂಬಂಧಿಸಿದಂತೆ ನಾಲ್ವರನ್ನು ಬಂಧಿಸಿರುವ ಬಂಡಿಪೊಲೀಸರು ರೂ.3.60 ಲಕ್ಷ ರೂ. ಗಳನ್ನು ವಶಪಡಿಸಿಕೊಳ್ಳುವಲ್ಲಿ ಜಿಲ್ಲೆಯ ಅರಸೀಕೆರೆ ಪೊಲೀಸರು ಯಶಸ್ವಿಯಾಗಿದ್ದಾರೆ. ವಿವರ: ಉಜ್ಜಿನಿಗುರ್ಗಿರ್ ಗ್ರಾಮದ ಸಂತೆ ಮೈದಾನದಲ್ಲಿ	[277, 1791, 603, 1884]
date-kannada: 25 ನವೆಂಬರ್ 2025	[1377, 281, 1503, 300]
teacher-photo	[960, 1648, 1499, 1959]
constitution-bottom-rule	[954, 1526, 1502, 1527]
power-continued: >>4	[1454, 931, 1488, 947]
ethics-continued: >>4	[893, 2372, 927, 2389]
dam-box	[19, 379, 259, 750]
founder-name: ಸಮಾಜಸೇವಾ ಭಾರ್ಗವ ಎಸ್.ಎಂ.ಪ್ರಕಾಶ್	[260, 276, 449, 292]
dam-row: ಇಂದಿನ ಮಟ್ಟ : 1,625.59 ಅಡಿ	[25, 628, 227, 642]
ethics-photo	[346, 1998, 940, 2248]
masthead-title-kannada-2: ಟೈಮ್ಸ್	[771, 14, 1187, 242]
